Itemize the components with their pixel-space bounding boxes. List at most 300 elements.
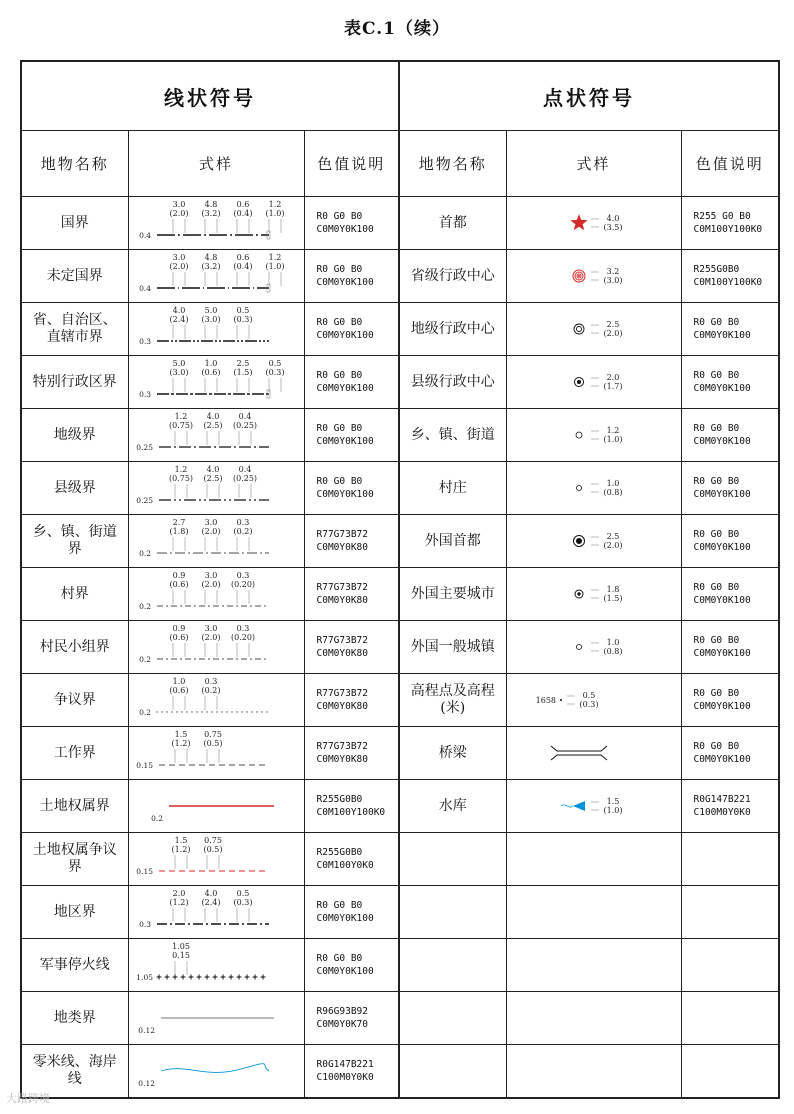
line-name-header: 地物名称 [21, 131, 128, 197]
dimension-label: (0.6) [169, 686, 188, 695]
dimension-label: 1.0 [606, 638, 619, 647]
rgb-value: R0 G0 B0 [316, 900, 363, 911]
dimension-label: (2.4) [169, 315, 188, 324]
line-width-label: 0.2 [138, 602, 151, 611]
line-symbol [129, 939, 303, 991]
dot-mark [156, 711, 157, 712]
point-symbol [507, 409, 681, 461]
rgb-value: R77G73B72 [316, 582, 368, 593]
dimension-label: (0.25) [232, 474, 257, 483]
dimension-label: (1.5) [603, 594, 622, 603]
line-symbol-cell [128, 568, 304, 621]
line-feature-name: 未定国界 [21, 250, 128, 303]
dot-mark [236, 711, 237, 712]
point-symbol-cell [506, 727, 681, 780]
table-row [21, 780, 779, 833]
dimension-label: 0.5 [236, 889, 249, 898]
cmyk-value: C0M0Y0K100 [316, 330, 374, 341]
line-symbol [129, 727, 303, 779]
cmyk-value: C0M0Y0K100 [693, 330, 751, 341]
dimension-label: (0.3) [233, 315, 252, 324]
point-feature-name: 外国首都 [399, 515, 506, 568]
dimension-label: 1.2 [174, 465, 187, 474]
dimension-label: (3.0) [603, 276, 622, 285]
point-symbol [507, 197, 681, 249]
line-color-cell [304, 462, 399, 515]
point-color-cell [681, 939, 779, 992]
line-width-label: 0.4 [138, 231, 151, 240]
dimension-label: (0.25) [232, 421, 257, 430]
dimension-label: 4.8 [204, 253, 217, 262]
cmyk-value: C0M0Y0K100 [693, 383, 751, 394]
line-feature-name: 军事停火线 [21, 939, 128, 992]
line-width-label: 0.4 [138, 284, 151, 293]
line-feature-name: 地类界 [21, 992, 128, 1045]
foreign-capital-icon [573, 536, 584, 547]
point-feature-name [399, 992, 506, 1045]
rgb-value: R0 G0 B0 [316, 264, 363, 275]
elevation-point-icon [560, 699, 562, 701]
line-color-cell [304, 1045, 399, 1099]
dot-mark [246, 711, 247, 712]
line-feature-name: 特别行政区界 [21, 356, 128, 409]
dimension-label: 4.0 [204, 889, 217, 898]
star-icon [570, 214, 587, 230]
line-feature-name: 土地权属争议界 [21, 833, 128, 886]
line-color-cell [304, 303, 399, 356]
dimension-label: (0.4) [233, 262, 252, 271]
dimension-label: 0.5 [236, 306, 249, 315]
line-color-cell [304, 780, 399, 833]
line-color-cell [304, 833, 399, 886]
table-row [21, 727, 779, 780]
line-symbol [129, 409, 303, 461]
dot-mark [231, 711, 232, 712]
rgb-value: R255 G0 B0 [693, 211, 751, 222]
rgb-value: R0 G0 B0 [316, 370, 363, 381]
point-color-cell [681, 1045, 779, 1099]
point-symbol-cell [506, 992, 681, 1045]
point-feature-name: 水库 [399, 780, 506, 833]
dimension-label: 4.8 [204, 200, 217, 209]
line-symbol-cell [128, 886, 304, 939]
line-symbol [129, 1045, 303, 1097]
coastline-wave [161, 1064, 269, 1073]
dimension-label: 0.4 [238, 412, 251, 421]
dimension-label: (2.0) [169, 209, 188, 218]
point-color-cell [681, 886, 779, 939]
point-symbol [507, 303, 681, 355]
point-symbol-cell [506, 674, 681, 727]
cmyk-value: C0M0Y0K100 [316, 913, 374, 924]
cmyk-value: C0M0Y0K80 [316, 701, 368, 712]
dimension-label: 2.0 [172, 889, 185, 898]
dimension-label: 1.8 [606, 585, 619, 594]
cmyk-value: C0M0Y0K80 [316, 754, 368, 765]
point-color-cell [681, 303, 779, 356]
line-width-label: 0.3 [138, 920, 151, 929]
dimension-label: 3.2 [606, 267, 619, 276]
symbol-table [20, 60, 780, 1099]
dimension-label: (0.4) [233, 209, 252, 218]
line-symbol-cell [128, 462, 304, 515]
dot-mark [266, 711, 267, 712]
dot-mark [221, 711, 222, 712]
dimension-label: 0.9 [172, 624, 185, 633]
point-color-cell [681, 515, 779, 568]
dimension-label: 3.0 [172, 200, 185, 209]
point-symbol [507, 568, 681, 620]
dot-mark [191, 711, 192, 712]
line-feature-name: 地区界 [21, 886, 128, 939]
point-symbol [507, 727, 681, 779]
cmyk-value: C0M0Y0K70 [316, 1019, 368, 1030]
point-feature-name [399, 939, 506, 992]
reservoir-icon [561, 801, 585, 811]
dimension-label: (0.20) [230, 580, 255, 589]
point-symbol-cell [506, 515, 681, 568]
rgb-value: R255G0B0 [316, 847, 363, 858]
point-symbol-cell [506, 621, 681, 674]
dimension-label: 3.0 [204, 624, 217, 633]
small-circle-icon [576, 645, 581, 650]
point-color-header: 色值说明 [681, 131, 779, 197]
dimension-label: 1.5 [174, 836, 187, 845]
dimension-label: (0.6) [169, 633, 188, 642]
line-width-label: 1.05 [135, 973, 153, 982]
dimension-label: (1.7) [603, 382, 622, 391]
dimension-label: 0.3 [236, 624, 249, 633]
dimension-label: (2.4) [201, 898, 220, 907]
dimension-label: 0.6 [236, 200, 249, 209]
dot-mark [166, 711, 167, 712]
point-feature-name: 高程点及高程(米) [399, 674, 506, 727]
line-feature-name: 工作界 [21, 727, 128, 780]
line-feature-name: 国界 [21, 197, 128, 250]
point-section-header: 点状符号 [399, 61, 779, 131]
point-symbol-cell [506, 250, 681, 303]
dimension-label: (1.0) [603, 806, 622, 815]
dimension-label: (2.0) [201, 580, 220, 589]
concentric-circle-icon [573, 270, 585, 282]
dot-mark [186, 711, 187, 712]
rgb-value: R77G73B72 [316, 741, 368, 752]
dimension-label: (2.0) [201, 633, 220, 642]
table-row [21, 1045, 779, 1099]
point-feature-name [399, 1045, 506, 1099]
line-color-cell [304, 197, 399, 250]
point-color-cell [681, 356, 779, 409]
dot-mark [176, 711, 177, 712]
line-symbol-cell [128, 674, 304, 727]
point-feature-name: 外国主要城市 [399, 568, 506, 621]
cmyk-value: C0M0Y0K100 [316, 383, 374, 394]
dimension-label: (0.3) [579, 700, 598, 709]
small-circle-icon [576, 432, 582, 438]
dimension-label: (0.3) [265, 368, 284, 377]
dimension-label: 5.0 [204, 306, 217, 315]
rgb-value: R77G73B72 [316, 688, 368, 699]
dot-mark [251, 711, 252, 712]
line-symbol-cell [128, 621, 304, 674]
dimension-label: 4.0 [172, 306, 185, 315]
line-width-label: 0.2 [138, 549, 151, 558]
dimension-label: (2.5) [203, 421, 222, 430]
line-symbol [129, 886, 303, 938]
point-color-cell [681, 462, 779, 515]
dot-mark [201, 711, 202, 712]
point-symbol-cell [506, 356, 681, 409]
line-symbol-cell [128, 1045, 304, 1099]
dimension-label: 0.15 [171, 951, 190, 960]
line-width-label: 0.2 [138, 708, 151, 717]
line-symbol-cell [128, 250, 304, 303]
dot-mark [206, 711, 207, 712]
dimension-label: (1.0) [265, 209, 284, 218]
dimension-label: 2.5 [606, 532, 619, 541]
rgb-value: R0 G0 B0 [693, 423, 740, 434]
dot-mark [226, 711, 227, 712]
table-row [21, 462, 779, 515]
table-row [21, 568, 779, 621]
dimension-label: 3.0 [204, 518, 217, 527]
point-feature-name: 省级行政中心 [399, 250, 506, 303]
table-row [21, 886, 779, 939]
point-feature-name [399, 833, 506, 886]
line-color-cell [304, 409, 399, 462]
table-row [21, 409, 779, 462]
rgb-value: R0 G0 B0 [693, 317, 740, 328]
point-feature-name: 外国一般城镇 [399, 621, 506, 674]
dimension-label: (0.5) [203, 845, 222, 854]
dimension-label: (3.0) [169, 368, 188, 377]
table-title: 表C.1（续） [344, 19, 450, 39]
rgb-value: R0 G0 B0 [693, 582, 740, 593]
point-symbol-cell [506, 780, 681, 833]
dimension-label: (1.0) [603, 435, 622, 444]
bridge-icon [551, 746, 607, 760]
dimension-label: (1.2) [171, 845, 190, 854]
dimension-label: 1.2 [268, 200, 281, 209]
line-feature-name: 省、自治区、直辖市界 [21, 303, 128, 356]
rgb-value: R0 G0 B0 [693, 529, 740, 540]
table-row [21, 515, 779, 568]
line-width-label: 0.2 [138, 655, 151, 664]
watermark: 大路跨境 [6, 1092, 50, 1105]
dot-mark [241, 711, 242, 712]
line-style-header: 式样 [128, 131, 304, 197]
line-width-label: 0.3 [138, 390, 151, 399]
point-symbol [507, 250, 681, 302]
dot-mark [171, 711, 172, 712]
line-feature-name: 乡、镇、街道界 [21, 515, 128, 568]
line-color-cell [304, 250, 399, 303]
dimension-label: 0.75 [203, 836, 222, 845]
dimension-label: 1.5 [174, 730, 187, 739]
cmyk-value: C0M0Y0K100 [693, 701, 751, 712]
dimension-label: (2.5) [203, 474, 222, 483]
table-row [21, 250, 779, 303]
cmyk-value: C0M0Y0K100 [316, 489, 374, 500]
rgb-value: R0G147B221 [316, 1059, 374, 1070]
dimension-label: 1.5 [606, 797, 619, 806]
dimension-label: 2.7 [172, 518, 185, 527]
dimension-label: (0.8) [603, 647, 622, 656]
line-symbol [129, 515, 303, 567]
line-color-cell [304, 568, 399, 621]
cmyk-value: C0M0Y0K100 [693, 595, 751, 606]
dimension-label: 1.05 [171, 942, 190, 951]
dimension-label: 1.2 [174, 412, 187, 421]
line-symbol [129, 674, 303, 726]
dimension-label: (0.75) [168, 474, 193, 483]
line-symbol [129, 992, 303, 1044]
table-row [21, 197, 779, 250]
table-row [21, 939, 779, 992]
line-symbol [129, 462, 303, 514]
rgb-value: R0G147B221 [693, 794, 751, 805]
dimension-label: (1.2) [169, 898, 188, 907]
rgb-value: R0 G0 B0 [693, 476, 740, 487]
dimension-label: 0.3 [236, 571, 249, 580]
line-color-cell [304, 356, 399, 409]
dimension-label: 0.5 [582, 691, 595, 700]
dimension-label: (1.8) [169, 527, 188, 536]
cmyk-value: C0M0Y0K100 [316, 224, 374, 235]
point-symbol [507, 780, 681, 832]
point-color-cell [681, 780, 779, 833]
line-width-label: 0.15 [135, 867, 153, 876]
cmyk-value: C0M0Y0K100 [693, 436, 751, 447]
dimension-label: 2.5 [606, 320, 619, 329]
table-row [21, 833, 779, 886]
rgb-value: R0 G0 B0 [316, 953, 363, 964]
rgb-value: R255G0B0 [316, 794, 363, 805]
line-color-header: 色值说明 [304, 131, 399, 197]
point-color-cell [681, 250, 779, 303]
section-header-row [21, 61, 779, 131]
dimension-label: 4.0 [606, 214, 619, 223]
dimension-label: 0.3 [236, 518, 249, 527]
line-width-label: 0.12 [137, 1079, 155, 1088]
dimension-label: (0.5) [203, 739, 222, 748]
line-symbol [129, 780, 303, 832]
dimension-label: 4.0 [206, 412, 219, 421]
line-symbol-cell [128, 303, 304, 356]
point-color-cell [681, 674, 779, 727]
dot-mark [181, 711, 182, 712]
line-symbol-cell [128, 197, 304, 250]
line-width-label: 0.2 [150, 814, 163, 823]
line-color-cell [304, 886, 399, 939]
point-symbol [507, 674, 681, 726]
cmyk-value: C0M100Y0K0 [316, 860, 374, 871]
point-color-cell [681, 727, 779, 780]
point-symbol-cell [506, 886, 681, 939]
rgb-value: R96G93B92 [316, 1006, 368, 1017]
cmyk-value: C0M0Y0K100 [693, 542, 751, 553]
line-symbol [129, 197, 303, 249]
point-symbol-cell [506, 197, 681, 250]
point-symbol-cell [506, 462, 681, 515]
dimension-label: 3.0 [172, 253, 185, 262]
point-feature-name [399, 886, 506, 939]
cmyk-value: C0M0Y0K100 [316, 277, 374, 288]
rgb-value: R77G73B72 [316, 529, 368, 540]
dimension-label: (1.5) [233, 368, 252, 377]
line-symbol [129, 303, 303, 355]
dimension-label: (2.0) [169, 262, 188, 271]
line-color-cell [304, 939, 399, 992]
cmyk-value: C0M0Y0K100 [316, 436, 374, 447]
dot-mark [196, 711, 197, 712]
dimension-label: 2.0 [606, 373, 619, 382]
cmyk-value: C0M0Y0K100 [693, 648, 751, 659]
dimension-label: (2.0) [201, 527, 220, 536]
point-feature-name: 乡、镇、街道 [399, 409, 506, 462]
line-symbol [129, 621, 303, 673]
point-symbol [507, 515, 681, 567]
dimension-label: (3.2) [201, 209, 220, 218]
line-width-label: 0.25 [135, 443, 153, 452]
line-feature-name: 村民小组界 [21, 621, 128, 674]
line-symbol [129, 250, 303, 302]
line-color-cell [304, 621, 399, 674]
dimension-label: (3.5) [603, 223, 622, 232]
dimension-label: 2.5 [236, 359, 249, 368]
dimension-label: (2.0) [603, 541, 622, 550]
dimension-label: 1.0 [606, 479, 619, 488]
point-symbol [507, 462, 681, 514]
point-symbol-cell [506, 409, 681, 462]
cmyk-value: C0M100Y100K0 [693, 224, 763, 235]
dimension-label: 0.9 [172, 571, 185, 580]
line-width-label: 0.25 [135, 496, 153, 505]
dimension-label: 0.75 [203, 730, 222, 739]
line-feature-name: 土地权属界 [21, 780, 128, 833]
dimension-label: (0.8) [603, 488, 622, 497]
point-symbol-cell [506, 303, 681, 356]
line-symbol-cell [128, 992, 304, 1045]
cmyk-value: C0M100Y100K0 [693, 277, 763, 288]
cmyk-value: C0M0Y0K100 [693, 754, 751, 765]
cmyk-value: C0M100Y100K0 [316, 807, 386, 818]
point-color-cell [681, 992, 779, 1045]
rgb-value: R77G73B72 [316, 635, 368, 646]
point-symbol [507, 621, 681, 673]
point-feature-name: 村庄 [399, 462, 506, 515]
dot-mark [261, 711, 262, 712]
dimension-label: (3.2) [201, 262, 220, 271]
point-symbol [570, 214, 587, 230]
dimension-label: 4.0 [206, 465, 219, 474]
dimension-label: (0.6) [201, 368, 220, 377]
dimension-label: 0.3 [204, 677, 217, 686]
line-color-cell [304, 674, 399, 727]
column-header-row [21, 131, 779, 197]
double-circle-icon [574, 324, 584, 334]
dot-circle-icon [574, 378, 583, 387]
rgb-value: R0 G0 B0 [693, 688, 740, 699]
dimension-label: (1.2) [171, 739, 190, 748]
line-feature-name: 零米线、海岸线 [21, 1045, 128, 1099]
point-symbol-cell [506, 939, 681, 992]
dimension-label: (0.75) [168, 421, 193, 430]
dimension-label: 0.6 [236, 253, 249, 262]
rgb-value: R0 G0 B0 [316, 211, 363, 222]
line-feature-name: 争议界 [21, 674, 128, 727]
dimension-label: 1.0 [204, 359, 217, 368]
